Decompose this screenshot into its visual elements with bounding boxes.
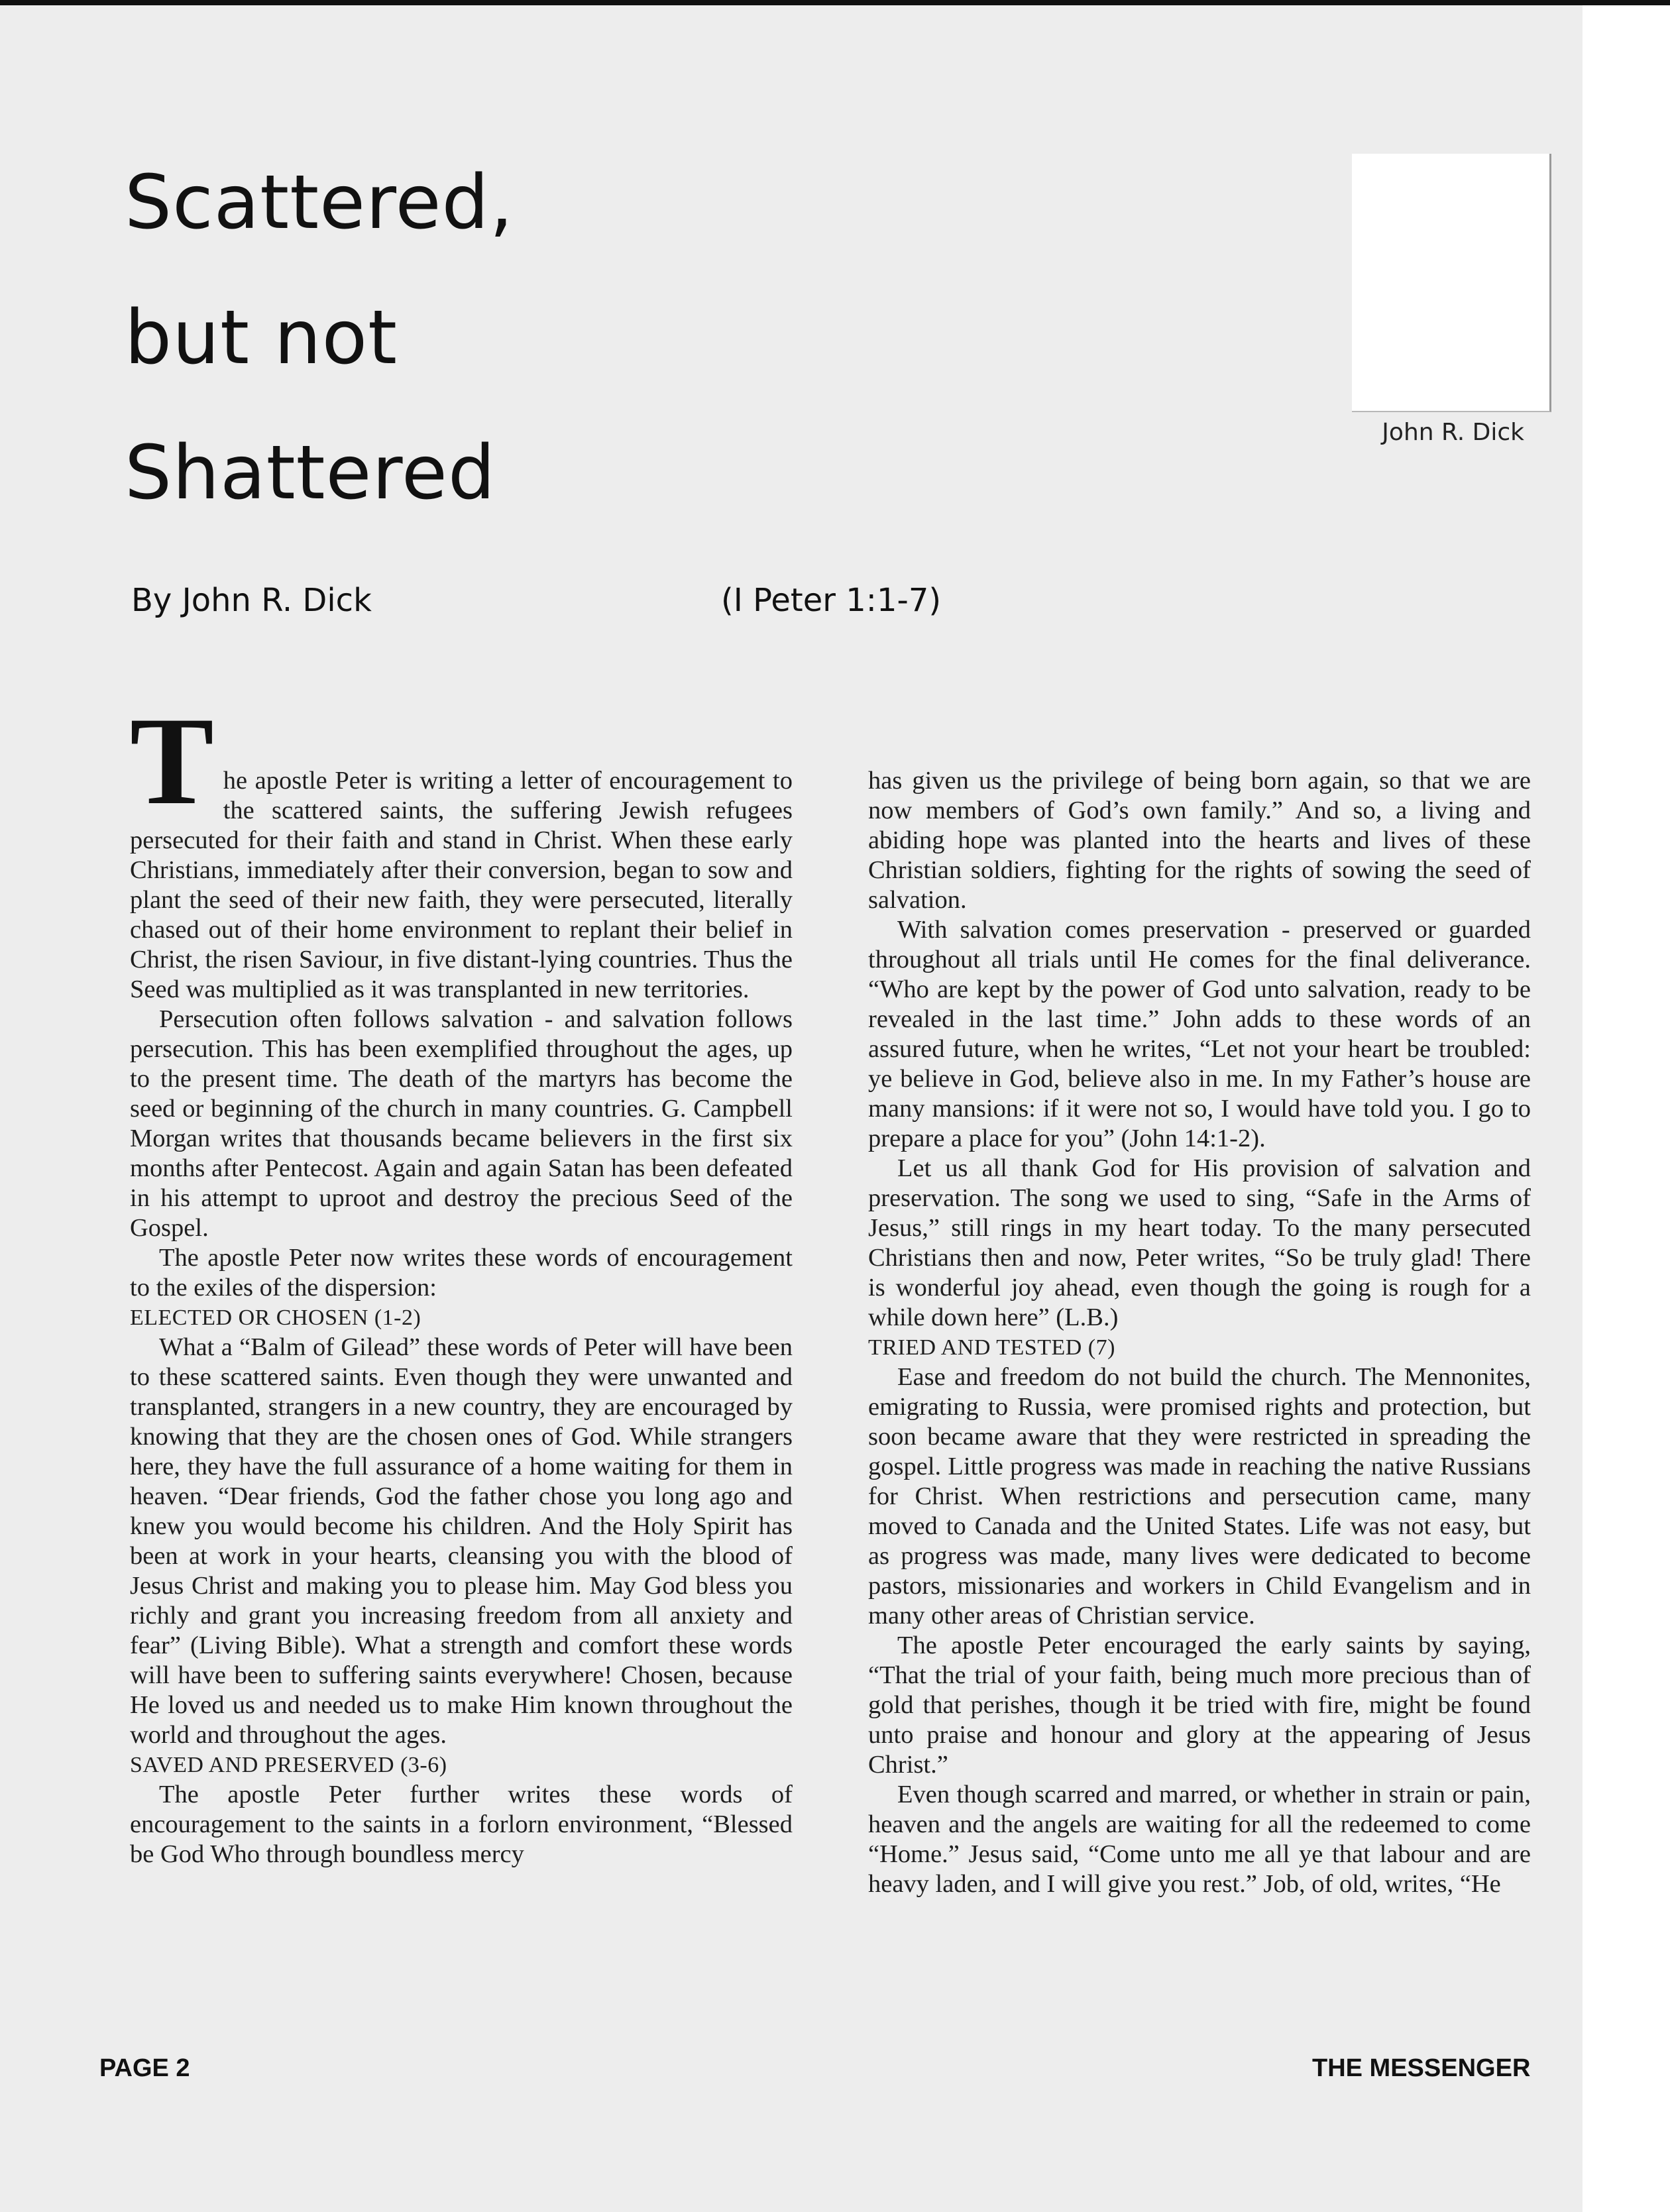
magazine-page [0, 5, 1583, 2212]
paragraph-text: he apostle Peter is writing a letter of encouragement to the scattered saints, the suffering Jewish refugees persecuted for their faith and stand in Christ. When these early Christians, immediately after their conversion, began to sow and plant the seed of their new faith, they were persecuted, literally chased out of their home environment to replant their belief in Christ, the risen Saviour, in five distant-lying countries. Thus the Seed was multiplied as it was transplanted in new territories. [130, 767, 793, 1003]
article-column-left [130, 708, 793, 2060]
paragraph [130, 708, 793, 1005]
page-number: PAGE 2 [99, 2054, 190, 2082]
drop-cap: T [130, 708, 214, 831]
article-title [125, 135, 514, 541]
paragraph: Let us all thank God for His provision of salvation and preservation. The song we used to sing, “Safe in the Arms of Jesus,” still rings in my heart today. To the many persecuted Christians then and now, Peter writes, “So be truly glad! There is wonderful joy ahead, even though the going is rough for a while down here” (L.B.) [868, 1154, 1531, 1331]
byline: By John R. Dick [131, 582, 372, 619]
paragraph: has given us the privilege of being born again, so that we are now members of God’s own family.” And so, a living and abiding hope was planted into the hearts and lives of these Christian soldiers, fighting for the rights of sowing the seed of salvation. [868, 767, 1531, 914]
photo-caption: John R. Dick [1382, 419, 1524, 446]
paragraph: Persecution often follows salvation - and salvation follows persecution. This has been exemplified throughout the ages, up to the present time. The death of the martyrs has become the seed or beginning of the church in many countries. G. Campbell Morgan writes that thousands became believers in the first six months after Pentecost. Again and again Satan has been defeated in his attempt to uproot and destroy the precious Seed of the Gospel. [130, 1005, 793, 1242]
publication-name: THE MESSENGER [1312, 2054, 1531, 2082]
section-heading: TRIED AND TESTED (7) [868, 1335, 1115, 1360]
paragraph: The apostle Peter now writes these words of encouragement to the exiles of the dispersion: [130, 1244, 793, 1301]
section-heading: ELECTED OR CHOSEN (1-2) [130, 1305, 421, 1330]
author-photo-placeholder [1352, 154, 1551, 412]
title-line-1: Scattered, [125, 160, 514, 246]
title-line-3: Shattered [125, 430, 496, 516]
page-top-edge [0, 0, 1670, 5]
paragraph: Even though scarred and marred, or whether in strain or pain, heaven and the angels are waiting for all the redeemed to come “Home.” Jesus said, “Come unto me all ye that labour and are heavy laden, and I will give you rest.” Job, of old, writes, “He [868, 1781, 1531, 1898]
paragraph: What a “Balm of Gilead” these words of Peter will have been to these scattered saints. Even though they were unwanted and transplanted, strangers in a new country, they are encouraged by knowing that they are the chosen ones of God. While strangers here, they have the full assurance of a home waiting for them in heaven. “Dear friends, God the father chose you long ago and knew you would become his children. And the Holy Spirit has been at work in your hearts, cleansing you with the blood of Jesus Christ and making you to please him. May God bless you richly and grant you increasing freedom from all anxiety and fear” (Living Bible). What a strength and comfort these words will have been to suffering saints everywhere! Chosen, because He loved us and needed us to make Him known throughout the world and throughout the ages. [130, 1333, 793, 1749]
scripture-reference: (I Peter 1:1-7) [721, 582, 942, 619]
title-line-2: but not [125, 295, 398, 381]
paragraph: Ease and freedom do not build the church. The Mennonites, emigrating to Russia, were promised rights and protection, but soon became aware that they were restricted in spreading the gospel. Little progress was made in reaching the native Russians for Christ. When restrictions and persecution came, many moved to Canada and the United States. Life was not easy, but as progress was made, many lives were dedicated to become pastors, missionaries and workers in Child Evangelism and in many other areas of Christian service. [868, 1363, 1531, 1630]
paragraph: The apostle Peter encouraged the early saints by saying, “That the trial of your faith, being much more precious than of gold that perishes, though it be tried with fire, might be found unto praise and honour and glory at the appearing of Jesus Christ.” [868, 1631, 1531, 1779]
section-heading: SAVED AND PRESERVED (3-6) [130, 1753, 447, 1777]
drop-cap-spacer [130, 708, 793, 766]
article-column-right [868, 766, 1531, 2065]
paragraph: The apostle Peter further writes these words of encouragement to the saints in a forlorn environment, “Blessed be God Who through boundless mercy [130, 1781, 793, 1868]
paragraph: With salvation comes preservation - preserved or guarded throughout all trials until He comes for the final deliverance. “Who are kept by the power of God unto salvation, ready to be revealed in the last time.” John adds to these words of an assured future, when he writes, “Let not your heart be troubled: ye believe in God, believe also in me. In my Father’s house are many mansions: if it were not so, I would have told you. I go to prepare a place for you” (John 14:1-2). [868, 916, 1531, 1152]
